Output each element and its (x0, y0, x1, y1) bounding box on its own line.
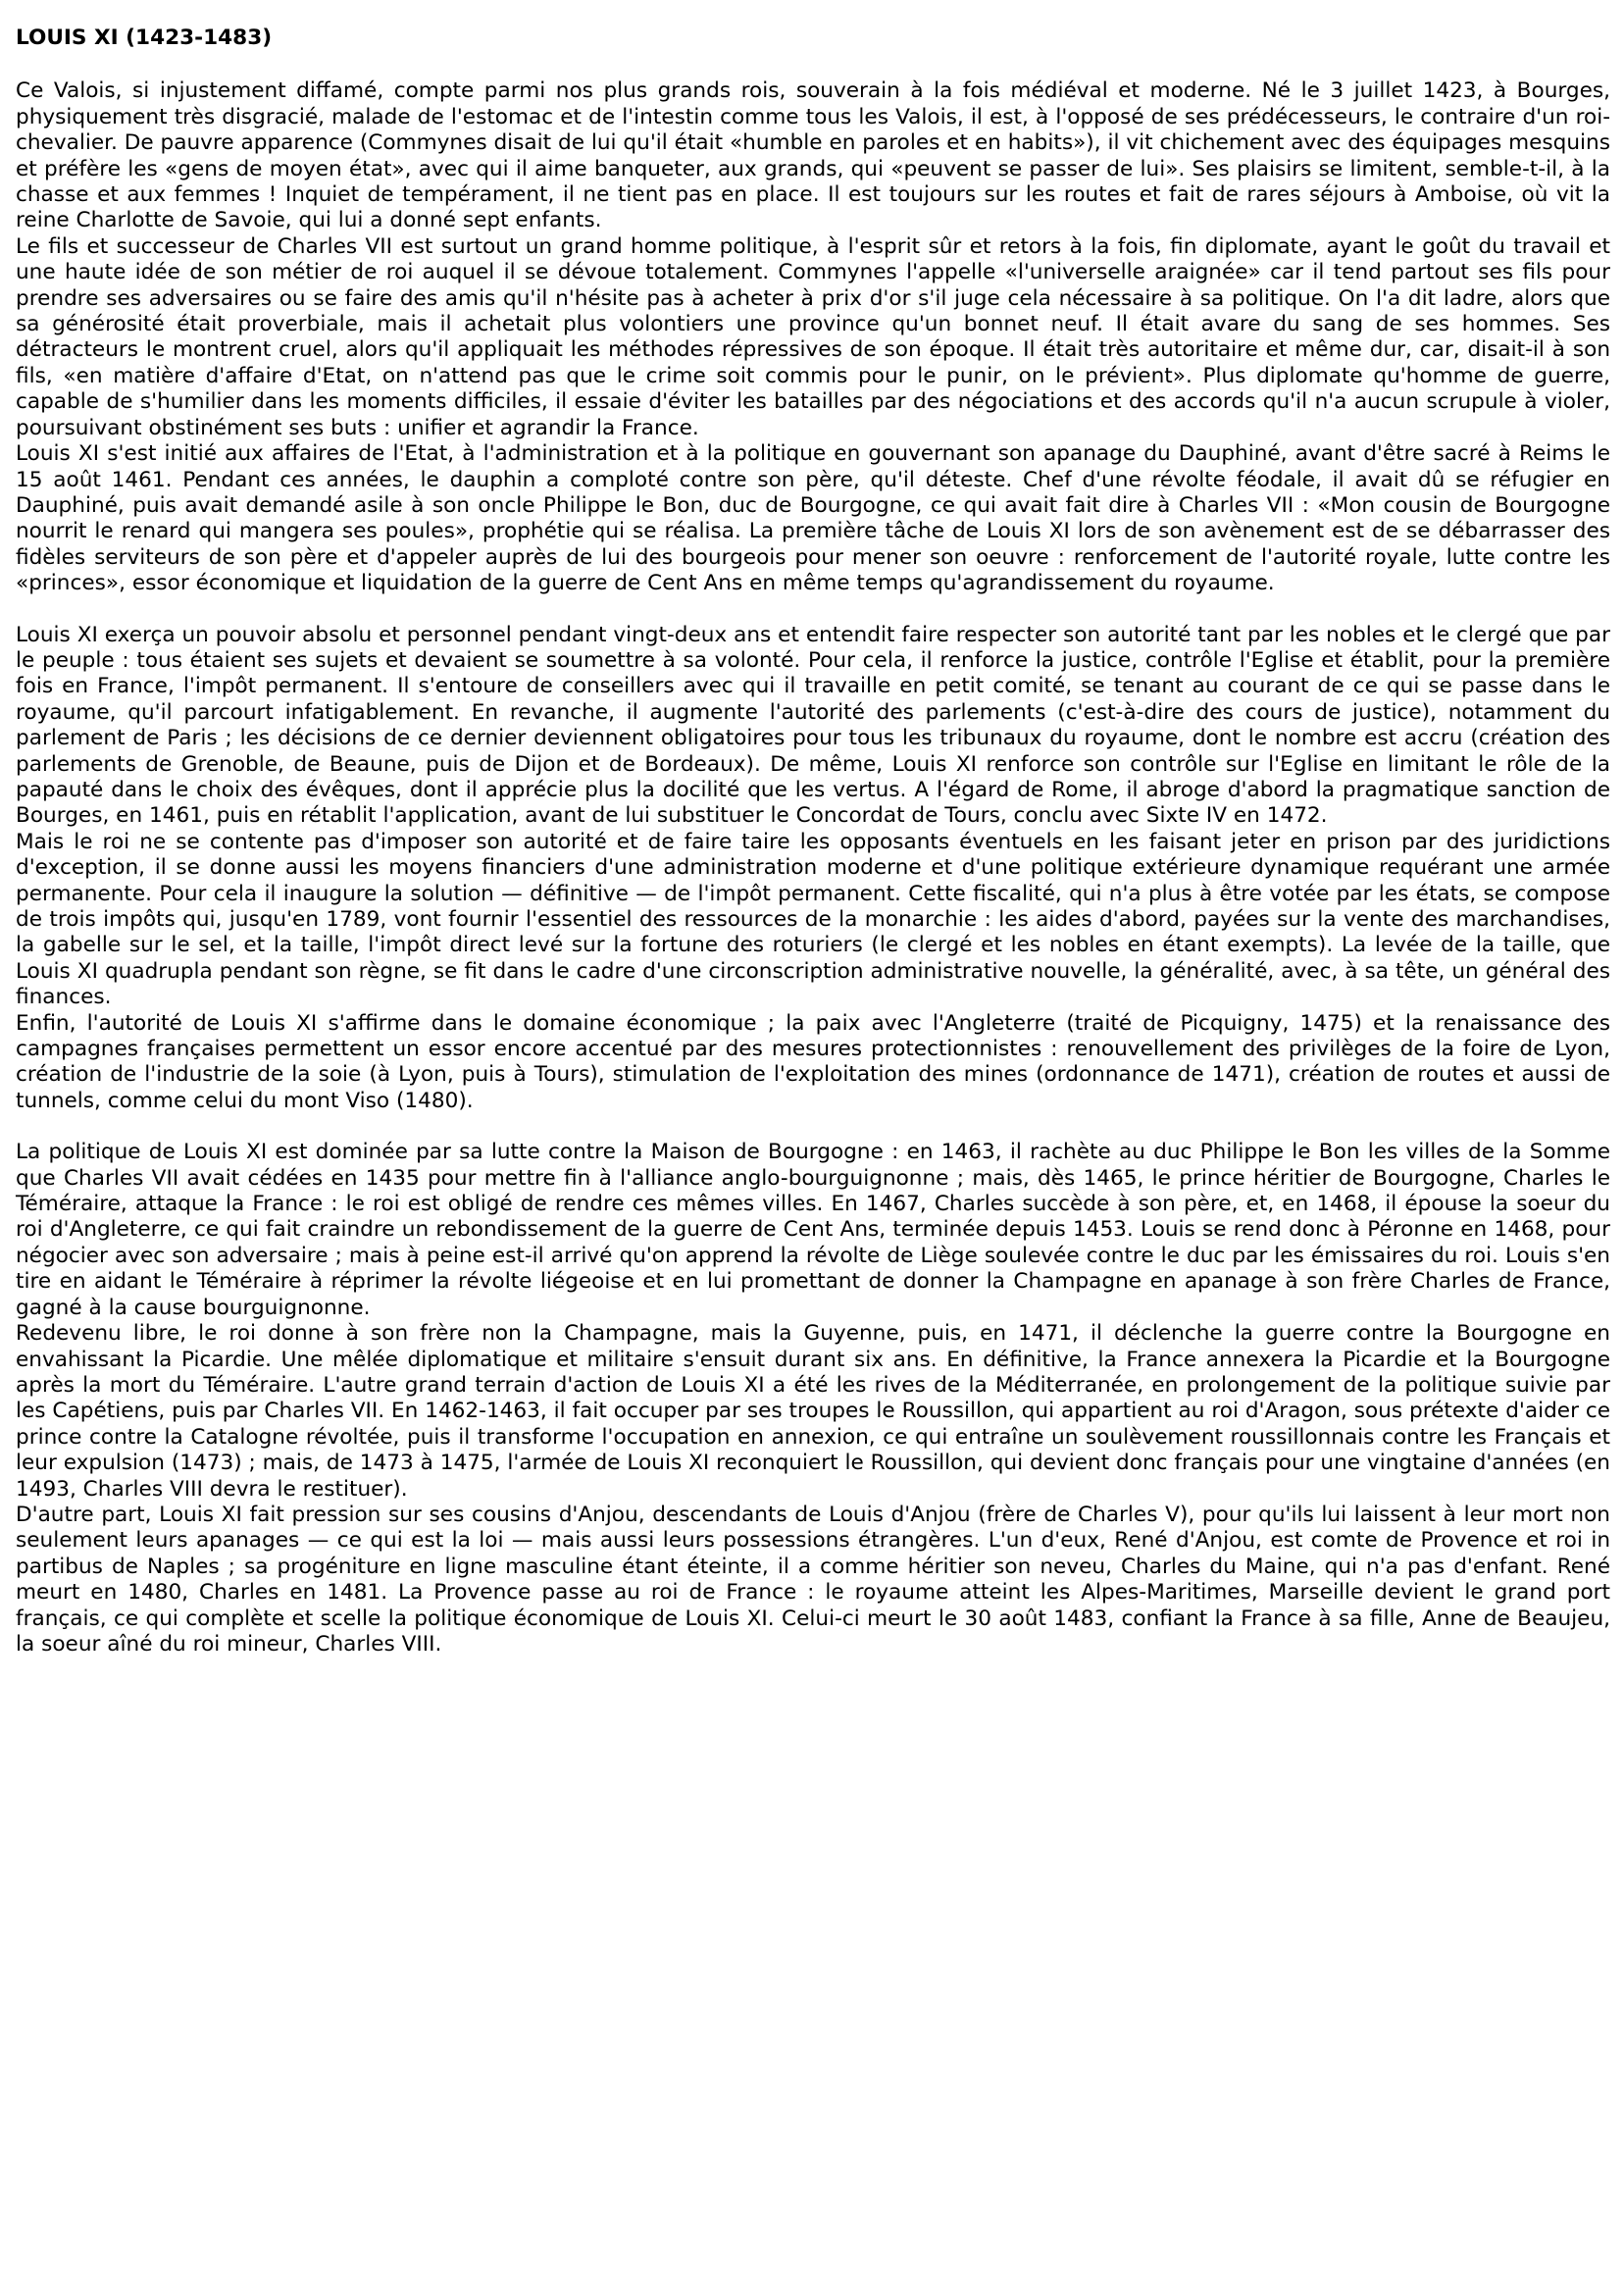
paragraph: Mais le roi ne se contente pas d'imposer son autorité et de faire taire les opposants éventuels en les faisant jeter en prison par des juridictions d'exception, il se donne aussi les moyens financiers d'une administration moderne et d'une politique extérieure dynamique requérant une armée permanente. Pour cela il inaugure la solution — définitive — de l'impôt permanent. Cette fiscalité, qui n'a plus à être votée par les états, se compose de trois impôts qui, jusqu'en 1789, vont fournir l'essentiel des ressources de la monarchie : les aides d'abord, payées sur la vente des marchandises, la gabelle sur le sel, et la taille, l'impôt direct levé sur la fortune des roturiers (le clergé et les nobles en étant exempts). La levée de la taille, que Louis XI quadrupla pendant son règne, se fit dans le cadre d'une circonscription administrative nouvelle, la généralité, avec, à sa tête, un général des finances. (16, 829, 1610, 1010)
paragraph: Le fils et successeur de Charles VII est surtout un grand homme politique, à l'esprit sûr et retors à la fois, fin diplomate, ayant le goût du travail et une haute idée de son métier de roi auquel il se dévoue totalement. Commynes l'appelle «l'universelle araignée» car il tend partout ses fils pour prendre ses adversaires ou se faire des amis qu'il n'hésite pas à acheter à prix d'or s'il juge cela nécessaire à sa politique. On l'a dit ladre, alors que sa générosité était proverbiale, mais il achetait plus volontiers une province qu'un bonnet neuf. Il était avare du sang de ses hommes. Ses détracteurs le montrent cruel, alors qu'il appliquait les méthodes répressives de son époque. Il était très autoritaire et même dur, car, disait-il à son fils, «en matière d'affaire d'Etat, on n'attend pas que le crime soit commis pour le punir, on le prévient». Plus diplomate qu'homme de guerre, capable de s'humilier dans les moments difficiles, il essaie d'éviter les batailles par des négociations et des accords qu'il n'a aucun scrupule à violer, poursuivant obstinément ses buts : unifier et agrandir la France. (16, 233, 1610, 440)
paragraph-spacer (16, 597, 1610, 623)
paragraph: Ce Valois, si injustement diffamé, compte parmi nos plus grands rois, souverain à la fois médiéval et moderne. Né le 3 juillet 1423, à Bourges, physiquement très disgracié, malade de l'estomac et de l'intestin comme tous les Valois, il est, à l'opposé de ses prédécesseurs, le contraire d'un roi-chevalier. De pauvre apparence (Commynes disait de lui qu'il était «humble en paroles et en habits»), il vit chichement avec des équipages mesquins et préfère les «gens de moyen état», avec qui il aime banqueter, aux grands, qui «peuvent se passer de lui». Ses plaisirs se limitent, semble-t-il, à la chasse et aux femmes ! Inquiet de tempérament, il ne tient pas en place. Il est toujours sur les routes et fait de rares séjours à Amboise, où vit la reine Charlotte de Savoie, qui lui a donné sept enfants. (16, 78, 1610, 233)
paragraph: Louis XI s'est initié aux affaires de l'Etat, à l'administration et à la politique en gouvernant son apanage du Dauphiné, avant d'être sacré à Reims le 15 août 1461. Pendant ces années, le dauphin a comploté contre son père, qu'il déteste. Chef d'une révolte féodale, il avait dû se réfugier en Dauphiné, puis avait demandé asile à son oncle Philippe le Bon, duc de Bourgogne, ce qui avait fait dire à Charles VII : «Mon cousin de Bourgogne nourrit le renard qui mangera ses poules», prophétie qui se réalisa. La première tâche de Louis XI lors de son avènement est de se débarrasser des fidèles serviteurs de son père et d'appeler auprès de lui des bourgeois pour mener son oeuvre : renforcement de l'autorité royale, lutte contre les «princes», essor économique et liquidation de la guerre de Cent Ans en même temps qu'agrandissement du royaume. (16, 441, 1610, 596)
paragraph: Louis XI exerça un pouvoir absolu et personnel pendant vingt-deux ans et entendit faire respecter son autorité tant par les nobles et le clergé que par le peuple : tous étaient ses sujets et devaient se soumettre à sa volonté. Pour cela, il renforce la justice, contrôle l'Eglise et établit, pour la première fois en France, l'impôt permanent. Il s'entoure de conseillers avec qui il travaille en petit comité, se tenant au courant de ce qui se passe dans le royaume, qu'il parcourt infatigablement. En revanche, il augmente l'autorité des parlements (c'est-à-dire des cours de justice), notamment du parlement de Paris ; les décisions de ce dernier deviennent obligatoires pour tous les tribunaux du royaume, dont le nombre est accru (création des parlements de Grenoble, de Beaune, puis de Dijon et de Bordeaux). De même, Louis XI renforce son contrôle sur l'Eglise en limitant le rôle de la papauté dans le choix des évêques, dont il apprécie plus la docilité que les vertus. A l'égard de Rome, il abroge d'abord la pragmatique sanction de Bourges, en 1461, puis en rétablit l'application, avant de lui substituer le Concordat de Tours, conclu avec Sixte IV en 1472. (16, 622, 1610, 829)
paragraph: D'autre part, Louis XI fait pression sur ses cousins d'Anjou, descendants de Louis d'Anjou (frère de Charles V), pour qu'ils lui laissent à leur mort non seulement leurs apanages — ce qui est la loi — mais aussi leurs possessions étrangères. L'un d'eux, René d'Anjou, est comte de Provence et roi in partibus de Naples ; sa progéniture en ligne masculine étant éteinte, il a comme héritier son neveu, Charles du Maine, qui n'a pas d'enfant. René meurt en 1480, Charles en 1481. La Provence passe au roi de France : le royaume atteint les Alpes-Maritimes, Marseille devient le grand port français, ce qui complète et scelle la politique économique de Louis XI. Celui-ci meurt le 30 août 1483, confiant la France à sa fille, Anne de Beaujeu, la soeur aîné du roi mineur, Charles VIII. (16, 1502, 1610, 1657)
paragraph: La politique de Louis XI est dominée par sa lutte contre la Maison de Bourgogne : en 1463, il rachète au duc Philippe le Bon les villes de la Somme que Charles VII avait cédées en 1435 pour mettre fin à l'alliance anglo-bourguignonne ; mais, dès 1465, le prince héritier de Bourgogne, Charles le Téméraire, attaque la France : le roi est obligé de rendre ces mêmes villes. En 1467, Charles succède à son père, et, en 1468, il épouse la soeur du roi d'Angleterre, ce qui fait craindre un rebondissement de la guerre de Cent Ans, terminée depuis 1453. Louis se rend donc à Péronne en 1468, pour négocier avec son adversaire ; mais à peine est-il arrivé qu'on apprend la révolte de Liège soulevée contre le duc par les émissaires du roi. Louis s'en tire en aidant le Téméraire à réprimer la révolte liégeoise et en lui promettant de donner la Champagne en apanage à son frère Charles de France, gagné à la cause bourguignonne. (16, 1140, 1610, 1320)
paragraph: Enfin, l'autorité de Louis XI s'affirme dans le domaine économique ; la paix avec l'Angleterre (traité de Picquigny, 1475) et la renaissance des campagnes françaises permettent un essor encore accentué par des mesures protectionnistes : renouvellement des privilèges de la foire de Lyon, création de l'industrie de la soie (à Lyon, puis à Tours), stimulation de l'exploitation des mines (ordonnance de 1471), création de routes et aussi de tunnels, comme celui du mont Viso (1480). (16, 1010, 1610, 1113)
paragraph-spacer (16, 1114, 1610, 1140)
document-title: LOUIS XI (1423-1483) (16, 25, 273, 50)
paragraph: Redevenu libre, le roi donne à son frère non la Champagne, mais la Guyenne, puis, en 1471, il déclenche la guerre contre la Bourgogne en envahissant la Picardie. Une mêlée diplomatique et militaire s'ensuit durant six ans. En définitive, la France annexera la Picardie et la Bourgogne après la mort du Téméraire. L'autre grand terrain d'action de Louis XI a été les rives de la Méditerranée, en prolongement de la politique suivie par les Capétiens, puis par Charles VII. En 1462-1463, il fait occuper par ses troupes le Roussillon, qui appartient au roi d'Aragon, sous prétexte d'aider ce prince contre la Catalogne révoltée, puis il transforme l'occupation en annexion, ce qui entraîne un soulèvement roussillonnais contre les Français et leur expulsion (1473) ; mais, de 1473 à 1475, l'armée de Louis XI reconquiert le Roussillon, qui devient donc français pour une vingtaine d'années (en 1493, Charles VIII devra le restituer). (16, 1321, 1610, 1502)
